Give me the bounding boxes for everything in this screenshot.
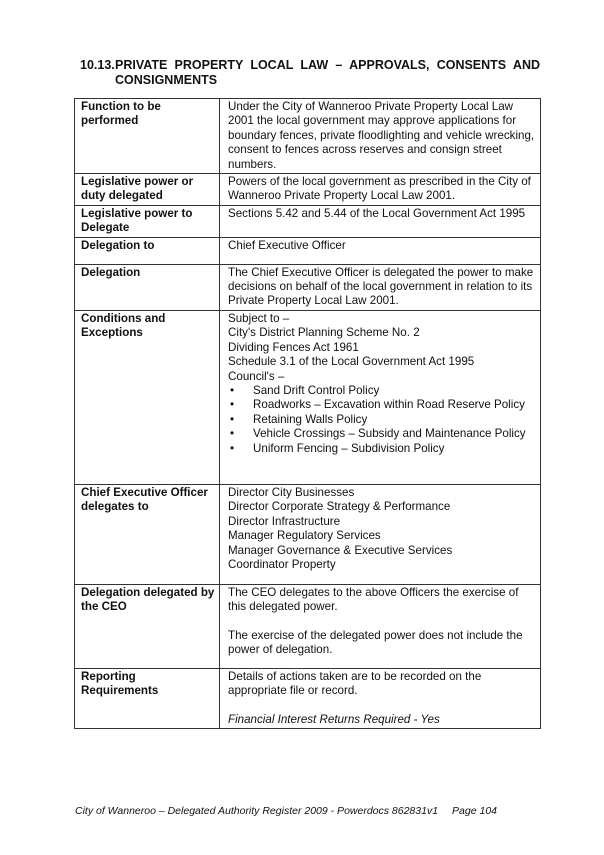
paragraph: The exercise of the delegated power does not include the power of delegation. <box>228 628 523 657</box>
row-label: Function to be performed <box>75 99 220 174</box>
row-label: Conditions and Exceptions <box>75 310 220 484</box>
policy-bullet: • Vehicle Crossings – Subsidy and Maintenance Policy <box>228 427 536 441</box>
footer-text: City of Wanneroo – Delegated Authority Register 2009 - Powerdocs 862831v1 <box>75 805 439 817</box>
officer-line: Director Infrastructure <box>228 514 341 528</box>
officer-line: Manager Governance & Executive Services <box>228 543 453 557</box>
row-label: Legislative power to Delegate <box>75 205 220 237</box>
page-footer <box>75 805 535 817</box>
page-number: Page 104 <box>452 805 498 817</box>
row-label: Chief Executive Officer delegates to <box>75 484 220 584</box>
section-title: PRIVATE PROPERTY LOCAL LAW – APPROVALS, CONSENTS AND CONSIGNMENTS <box>115 58 540 87</box>
officer-line: Director City Businesses <box>228 485 355 499</box>
row-label: Reporting Requirements <box>75 668 220 728</box>
officer-line: Director Corporate Strategy & Performance <box>228 500 451 514</box>
row-label: Delegation to <box>75 237 220 264</box>
row-label: Legislative power or duty delegated <box>75 174 220 206</box>
row-value: The Chief Executive Officer is delegated the power to make decisions on behalf of the local government in relation to its Private Property Local Law 2001. <box>220 264 541 310</box>
table-row <box>75 264 541 310</box>
section-number: 10.13. <box>80 58 115 72</box>
table-row <box>75 484 541 584</box>
row-value <box>220 584 541 668</box>
row-value <box>220 484 541 584</box>
row-label: Delegation delegated by the CEO <box>75 584 220 668</box>
policy-bullet: • Roadworks – Excavation within Road Reserve Policy <box>228 398 536 412</box>
row-value: Under the City of Wanneroo Private Property Local Law 2001 the local government may approve applications for boundary fences, private floodlighting and vehicle wrecking, consent to fences across reserves and consign street numbers. <box>220 99 541 174</box>
table-row <box>75 668 541 728</box>
officer-line: Manager Regulatory Services <box>228 529 381 543</box>
table-row <box>75 310 541 484</box>
paragraph: The CEO delegates to the above Officers the exercise of this delegated power. <box>228 585 519 614</box>
table-row <box>75 174 541 206</box>
row-label: Delegation <box>75 264 220 310</box>
condition-line: Council's – <box>228 369 285 383</box>
delegation-table <box>74 98 541 729</box>
condition-line: Subject to – <box>228 311 290 325</box>
condition-line: Schedule 3.1 of the Local Government Act 1995 <box>228 355 475 369</box>
row-value: Chief Executive Officer <box>220 237 541 264</box>
condition-line: City's District Planning Scheme No. 2 <box>228 326 420 340</box>
row-value <box>220 668 541 728</box>
table-row <box>75 237 541 264</box>
paragraph: Details of actions taken are to be recorded on the appropriate file or record. <box>228 669 482 698</box>
officer-line: Coordinator Property <box>228 557 336 571</box>
table-row <box>75 205 541 237</box>
row-value: Sections 5.42 and 5.44 of the Local Government Act 1995 <box>220 205 541 237</box>
table-row <box>75 99 541 174</box>
policy-bullet: • Sand Drift Control Policy <box>228 384 536 398</box>
financial-interest-note: Financial Interest Returns Required - Yes <box>228 712 440 726</box>
row-value <box>220 310 541 484</box>
row-value: Powers of the local government as prescribed in the City of Wanneroo Private Property Local Law 2001. <box>220 174 541 206</box>
condition-line: Dividing Fences Act 1961 <box>228 340 359 354</box>
table-row <box>75 584 541 668</box>
policy-bullet: • Retaining Walls Policy <box>228 413 536 427</box>
policy-bullet: • Uniform Fencing – Subdivision Policy <box>228 442 536 456</box>
